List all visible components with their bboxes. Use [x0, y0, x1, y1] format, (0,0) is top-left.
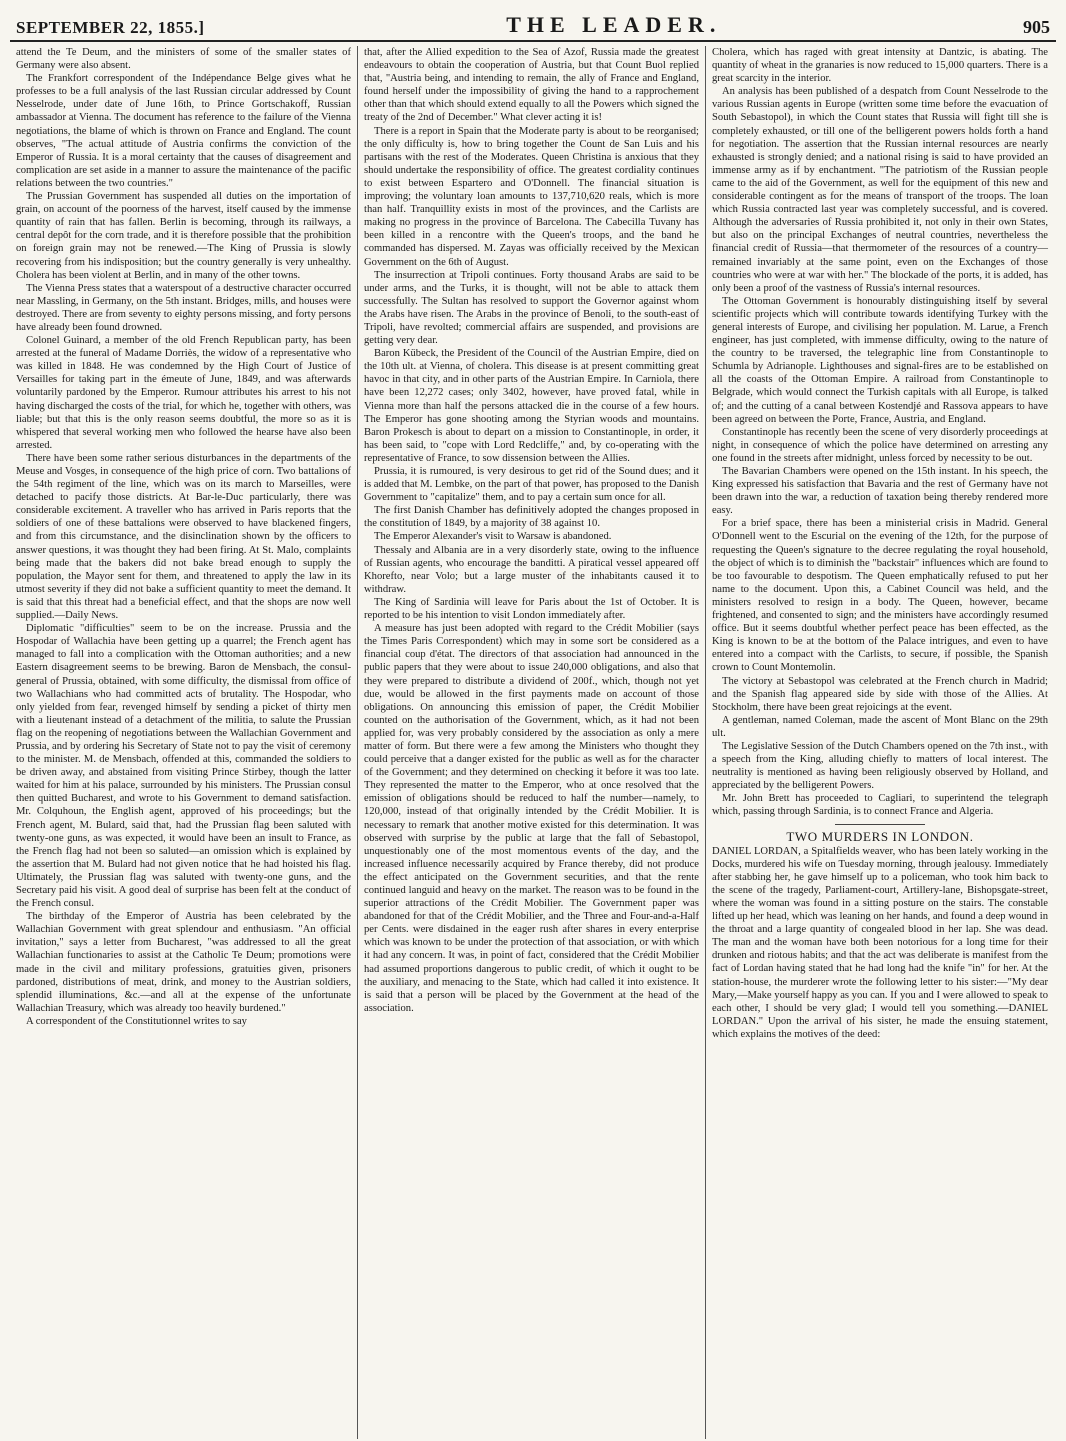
paragraph: Prussia, it is rumoured, is very desirous to get rid of the Sound dues; and it is added that M. Lembke, on the part of that power, has proposed to the Danish Government to "capitalize" them, and to pay a certain sum once for all.	[364, 466, 699, 504]
paragraph: Cholera, which has raged with great intensity at Dantzic, is abating. The quantity of wheat in the granaries is now reduced to 15,000 quarters. There is a great scarcity in the interior.	[712, 47, 1048, 85]
paragraph: The Ottoman Government is honourably distinguishing itself by several scientific projects which will contribute towards identifying Turkey with the general interests of Europe, and civilising her population. M. Larue, a French engineer, has just completed, with immense difficulty, owing to the nature of the country to be traversed, the telegraphic line from Constantinople to Schumla by Adrianople. Lighthouses and signal-fires are to be established on all the coasts of the Ottoman Empire. A railroad from Constantinople to Belgrade, which would connect the Turkish capitals with all Europe, is talked of; and the cutting of a canal between Kostendjé and Rassova appears to have been agreed on between the Porte, France, Austria, and England.	[712, 295, 1048, 425]
paragraph: The first Danish Chamber has definitively adopted the changes proposed in the constitution of 1849, by a majority of 38 against 10.	[364, 505, 699, 530]
paragraph: An analysis has been published of a despatch from Count Nesselrode to the various Russian agents in Europe (written some time before the evacuation of South Sebastopol), in which the Count states that Russia will fight till she is completely exhausted, or till one of the belligerent powers holds forth a hand for negotiation. The assertion that the Russian internal resources are nearly exhausted is strongly denied; and a national rising is said to have provided an immense army as if by enchantment. "The patriotism of the Russian people came to the aid of the Government, as well for the equipment of this new and considerable contingent as for the means of transport of the troops. The loan which Russia contracted last year was completely successful, and is covered. Although the adversaries of Russia prohibited it, not only in their own States, but also on the principal Exchanges of neutral countries, nevertheless the financial credit of Russia—that thermometer of the resources of a country—remained invariably at the same point, even on the Exchanges of those countries who were at war with her." The blockade of the ports, it is added, has only been a proof of the vastness of Russia's internal resources.	[712, 86, 1048, 294]
paragraph: The Frankfort correspondent of the Indépendance Belge gives what he professes to be a full analysis of the last Russian circular addressed by Count Nesselrode, under date of June 16th, to Prince Gortschakoff, Russian ambassador at Vienna. The document has reference to the failure of the Vienna negotiations, the blame of which is thrown on France and England. The count observes, "The actual attitude of Austria confirms the conviction of the Emperor of Russia. It is a moral certainty that the causes of disagreement and complication are set aside in a manner to assure the maintenance of the pacific relations between the two countries."	[16, 73, 351, 189]
article-paragraph	[712, 845, 1048, 1041]
paragraph: Thessaly and Albania are in a very disorderly state, owing to the influence of Russian agents, who encourage the banditti. A piratical vessel appeared off Khorefto, near Volo; but a large muster of the inhabitants caused it to withdraw.	[364, 544, 699, 595]
section-divider	[835, 824, 925, 825]
issue-date: SEPTEMBER 22, 1855.]	[16, 18, 205, 37]
paragraph: The victory at Sebastopol was celebrated at the French church in Madrid; and the Spanish flag appeared side by side with those of the Allies. At Stockholm, there have been great rejoicings at the event.	[712, 675, 1048, 713]
paragraph: For a brief space, there has been a ministerial crisis in Madrid. General O'Donnell went to the Escurial on the evening of the 12th, for the purpose of requesting the Queen's signature to the decree regulating the royal household, the object of which is to diminish the "backstair" influences which are found to be too favourable to despotism. The Queen emphatically refused to put her name to the document. Upon this, a Cabinet Council was held, and the ministers resolved to resign in a body. The Queen, however, became frightened, and consented to sign; and the ministers have accordingly resumed office. But it seems doubtful whether perfect peace has been effected, as the King is known to be at the bottom of the Palace intrigues, and even to have entered into a compact with the Carlists, to secure, if possible, the Spanish crown to Count Montemolin.	[712, 518, 1048, 674]
paragraph: The Vienna Press states that a waterspout of a destructive character occurred near Massling, in Germany, on the 5th instant. Bridges, mills, and houses were destroyed. There are from seventy to eighty persons missing, and forty persons have already been found drowned.	[16, 282, 351, 333]
paragraph: The Bavarian Chambers were opened on the 15th instant. In his speech, the King expressed his satisfaction that Bavaria and the rest of Germany have not been drawn into the war, a reduction of taxation being thereby rendered more easy.	[712, 466, 1048, 517]
page-number: 905	[1023, 17, 1050, 37]
lead-name: DANIEL LORDAN,	[712, 845, 801, 857]
paragraph: attend the Te Deum, and the ministers of some of the smaller states of Germany were also absent.	[16, 47, 351, 72]
paragraph: The birthday of the Emperor of Austria has been celebrated by the Wallachian Government with great splendour and enthusiasm. "An official invitation," says a letter from Bucharest, "was addressed to all the great Wallachian functionaries to assist at the Catholic Te Deum; promotions were made in the civil and military professions, gratuities given, prisoners pardoned, distributions of meat, drink, and money to the Austrian soldiers, splendid illuminations, &c.—and all at the expense of the unfortunate Wallachian Treasury, which was already too heavily burdened."	[16, 911, 351, 1014]
paragraph: Mr. John Brett has proceeded to Cagliari, to superintend the telegraph which, passing through Sardinia, is to connect France and Algeria.	[712, 793, 1048, 818]
column-1	[10, 46, 358, 1439]
paragraph: The Legislative Session of the Dutch Chambers opened on the 7th inst., with a speech from the King, alluding chiefly to matters of local interest. The neutrality is mentioned as having been religiously observed by Holland, and appreciated by the belligerent Powers.	[712, 740, 1048, 792]
paragraph: Diplomatic "difficulties" seem to be on the increase. Prussia and the Hospodar of Wallachia have been getting up a quarrel; the French agent has managed to fall into a complication with the Ottoman authorities; and a new Eastern disagreement seems to be brewing. Baron de Mensbach, the consul-general of Prussia, obtained, with some difficulty, the dismissal from office of two Wallachians who had committed acts of brutality. The Hospodar, who only yielded from fear, revenged himself by sending a picket of thirty men with a lieutenant instead of a detachment of the militia, to salute the Prussian flag on the reopening of negotiations between the Wallachian Government and Prussia, and by ordering his Secretary of State not to pay the visit of ceremony to the minister. M. de Mensbach, offended at this, commanded the soldiers to be driven away, and abstained from visiting Prince Stirbey, though the latter waited for him at his palace, surrounded by his ministers. The Prussian consul then quitted Bucharest, and wrote to his Government to demand satisfaction. Mr. Colquhoun, the English agent, approved of his proceedings; but the French agent, M. Bulard, said that, had the Prussian flag been saluted with twenty-one guns, as was expected, it would have been an insult to France, as the French flag had not been so saluted—an omission which is explained by the assertion that M. Bulard had not given notice that he had hoisted his flag. Ultimately, the Prussian flag was saluted with twenty-one guns, and the Secretary paid his visit. A good deal of surprise has been felt at the conduct of the French consul.	[16, 623, 351, 910]
column-3	[706, 46, 1054, 1439]
paragraph: The insurrection at Tripoli continues. Forty thousand Arabs are said to be under arms, and the Turks, it is thought, will not be able to attack them successfully. The Sultan has resolved to support the Governor against whom the Arabs have risen. The Arabs in the province of Benoli, to the south-east of Tripoli, have revolted; commercial affairs are suspended, and provisions are getting very dear.	[364, 269, 699, 347]
paragraph: The Emperor Alexander's visit to Warsaw is abandoned.	[374, 531, 612, 543]
paragraph: Colonel Guinard, a member of the old French Republican party, has been arrested at the funeral of Madame Dorriès, the widow of a representative who was killed in 1848. He was condemned by the High Court of Justice of Versailles for taking part in the émeute of June, 1849, and was afterwards voluntarily pardoned by the Emperor. Rumour attributes his arrest to his not having discharged the costs of the trial, for which he, together with others, was liable; but that this is the only reason seems doubtful, the more so as it is whispered that several working men who followed the hearse have also been arrested.	[16, 335, 351, 451]
section-heading: TWO MURDERS IN LONDON.	[786, 828, 974, 844]
paragraph: A correspondent of the Constitutionnel writes to say	[26, 1015, 247, 1027]
paragraph: A measure has just been adopted with regard to the Crédit Mobilier (says the Times Paris Correspondent) which may in some sort be considered as a financial coup d'état. The directors of that association had announced in the public papers that they were about to issue 240,000 obligations, and also that they were prepared to distribute a dividend of 200f., which, though not yet due, would be allowed in the first payments made on account of those obligations. On announcing this emission of paper, the Crédit Mobilier counted on the authorisation of the Government, which, as it had not been applied for, was very probably considered by the association as only a mere matter of form. But there were a few among the Ministers who thought they could perceive that a danger existed for the public as well as for the character of the Government; and they determined on checking it before it was too late. They represented the matter to the Emperor, who at once resolved that the emission of obligations should be reduced to half the number—namely, to 120,000, instead of that originally intended by the Crédit Mobilier. It is necessary to remark that another motive existed for this determination. It was observed with surprise by the public at large that the fall of Sebastopol, unquestionably one of the most momentous events of the day, and the increased influence necessarily acquired by France thereby, did not produce the effect anticipated on the Government securities, and that the rente continued languid and heavy on the market. The reason was to be found in the superior attractions of the Crédit Mobilier. The Government paper was abandoned for that of the Crédit Mobilier, and the Three and Four-and-a-Half per Cents. were disdained in the eager rush after shares in every enterprise which was known to be under the protection of that association, or with which it had any concern. It was, in point of fact, considered that the Crédit Mobilier had assumed proportions dangerous to public credit, of which it ought to be the auxiliary, and menacing to the State, which had called it into existence. It is said that a person will be placed by the Government at the head of the association.	[364, 623, 699, 1014]
article-body: a Spitalfields weaver, who has been lately working in the Docks, murdered his wife on Tuesday morning, through jealousy. Immediately after stabbing her, he gave himself up to a policeman, who took him back to the scene of the tragedy, Parliament-court, Artillery-lane, Bishopsgate-street, where the woman was found in a sitting posture on the stairs. The constable lifted up her head, which was leaning on her hands, and found a deep wound in the throat and a large quantity of congealed blood in her lap. She was dead. The man and the woman have both been notorious for a long time for their drunken and riotous habits; and that the act was deliberate is manifest from the fact of Lordan having stated that he had long had the knife "in" for her. At the station-house, the murderer wrote the following letter to his sister:—"My dear Mary,—Make yourself happy as you can. If you and I were allowed to speak to each other, I should be very glad; I would tell you something.—DANIEL LORDAN." Upon the arrival of his sister, he made the ensuing statement, which explains the motives of the deed:	[712, 845, 1048, 1040]
paragraph: There have been some rather serious disturbances in the departments of the Meuse and Vosges, in consequence of the high price of corn. Two battalions of the 54th regiment of the line, which was on its march to Marseilles, were detached to pacify those districts. At Bar-le-Duc particularly, there was considerable excitement. A traveller who has arrived in Paris reports that the soldiers of one of these battalions were observed to have blackened fingers, and from this circumstance, and the disinclination shown by the officers to answer questions, it was thought they had been firing. At St. Malo, complaints being made that the bakers did not bake bread enough to supply the population, the Mayor sent for them, and threatened to apply the law in its utmost severity if they did not bake a sufficient quantity to meet the demand. It is said that this threat had a beneficial effect, and that the shops are now well supplied.—Daily News.	[16, 452, 351, 622]
paragraph: that, after the Allied expedition to the Sea of Azof, Russia made the greatest endeavours to obtain the cooperation of Austria, but that Count Buol replied that, "Austria being, and intending to remain, the ally of France and England, found herself under the impossibility of giving the hand to a rapprochement other than that which should extend equally to all the Powers which signed the treaty of the 2nd of December." What clever acting it is!	[364, 47, 699, 124]
masthead	[10, 8, 1056, 42]
newspaper-title: THE LEADER.	[506, 12, 722, 37]
paragraph: The Prussian Government has suspended all duties on the importation of grain, on account of the poorness of the harvest, itself caused by the immense quantity of rain that has fallen. Berlin is becoming, through its railways, a central depôt for the corn trade, and it is therefore possible that the prohibition on foreign grain may not be renewed.—The King of Prussia is slowly recovering from his indisposition; but the country generally is very unhealthy. Cholera has been violent at Berlin, and in many of the other towns.	[16, 191, 351, 281]
text-columns	[10, 46, 1056, 1439]
paragraph: There is a report in Spain that the Moderate party is about to be reorganised; the only difficulty is, how to bring together the Count de San Luis and his partisans with the rest of the Moderates. Queen Christina is anxious that they should undertake the responsibility of office. The greatest cordiality continues to exist between Espartero and O'Donnell. The financial situation is improving; the voluntary loan amounts to 137,710,620 reals, which is more than half. Tranquillity exists in most of the provinces, and the Carlists are making no progress in the province of Barcelona. The Cabecilla Tuvany has been killed in a rencontre with the Queen's troops, and the band he commanded has dispersed. M. Zayas was officially received by the Mexican Government on the 6th of August.	[364, 125, 699, 268]
paragraph: A gentleman, named Coleman, made the ascent of Mont Blanc on the 29th ult.	[712, 714, 1048, 739]
column-2	[358, 46, 706, 1439]
paragraph: Constantinople has recently been the scene of very disorderly proceedings at night, in consequence of which the police have determined on arresting any one found in the streets after midnight, unless forced by necessity to be out.	[712, 426, 1048, 464]
paragraph: Baron Kübeck, the President of the Council of the Austrian Empire, died on the 10th ult. at Vienna, of cholera. This disease is at present committing great havoc in that city, and in other parts of the Austrian Empire. In Carniola, there have been 12,272 cases; only 3402, however, have proved fatal, while in Vienna more than half the persons attacked die in the course of a few hours. The Emperor has gone shooting among the Styrian woods and mountains. Baron Prokesch is about to depart on a mission to Constantinople, in order, it has been said, to "cope with Lord Redcliffe," and, by co-operating with the representative of France, to sow dissension between the Allies.	[364, 348, 699, 464]
paragraph: The King of Sardinia will leave for Paris about the 1st of October. It is reported to be his intention to visit London immediately after.	[364, 596, 699, 622]
